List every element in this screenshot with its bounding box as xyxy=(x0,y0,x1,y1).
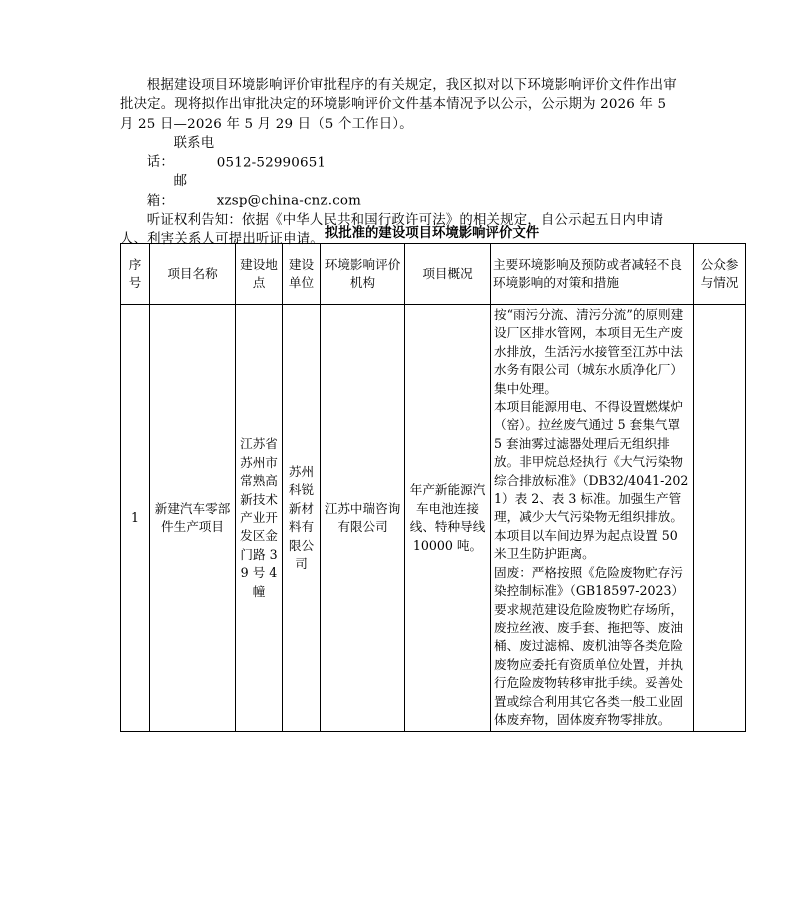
phone-line xyxy=(120,134,680,173)
header-name: 项目名称 xyxy=(150,244,236,305)
measure-distance: 本项目以车间边界为起点设置 50 米卫生防护距离。 xyxy=(494,527,678,562)
header-participation: 公众参与情况 xyxy=(694,244,746,305)
cell-name: 新建汽车零部件生产项目 xyxy=(150,305,236,732)
header-agency: 环境影响评价机构 xyxy=(321,244,405,305)
cell-agency: 江苏中瑞咨询有限公司 xyxy=(321,305,405,732)
phone-label: 联系电话： xyxy=(146,135,215,171)
phone-value: 0512-52990651 xyxy=(216,155,327,171)
header-measures: 主要环境影响及预防或者减轻不良环境影响的对策和措施 xyxy=(491,244,694,305)
email-value[interactable]: xzsp@china-cnz.com xyxy=(216,193,362,209)
cell-unit: 苏州科锐新材料有限公司 xyxy=(283,305,321,732)
measure-air: 本项目能源用电、不得设置燃煤炉（窑）。拉丝废气通过 5 套集气罩 5 套油雾过滤器处理后无组织排放。非甲烷总烃执行《大气污染物综合排放标准》（DB32/4041-2021）表 2、表 3 标准。加强生产管理，减少大气污染物无组织排放。 xyxy=(494,399,689,525)
header-overview: 项目概况 xyxy=(405,244,491,305)
cell-seq: 1 xyxy=(121,305,150,732)
eia-table xyxy=(120,243,746,732)
table-title: 拟批准的建设项目环境影响评价文件 xyxy=(324,225,540,241)
measure-solid-waste: 固废：严格按照《危险废物贮存污染控制标准》（GB18597-2023）要求规范建设危险废物贮存场所，废拉丝液、废手套、拖把等、废油桶、废过滤棉、废机油等各类危险废物应委托有资质单位处置，并执行危险废物转移审批手续。妥善处置或综合利用其它各类一般工业固体废弃物，固体废弃物零排放。 xyxy=(494,564,685,727)
table-header-row xyxy=(121,244,746,305)
email-line xyxy=(120,172,680,211)
cell-measures xyxy=(491,305,694,732)
cell-overview: 年产新能源汽车电池连接线、特种导线10000 吨。 xyxy=(405,305,491,732)
hearing-paragraph: 听证权利告知：依据《中华人民共和国行政许可法》的相关规定，自公示起五日内申请人、利害关系人可提出听证申请。 xyxy=(120,213,664,248)
email-label: 邮 箱： xyxy=(146,174,215,209)
measure-wastewater: 按“雨污分流、清污分流”的原则建设厂区排水管网，本项目无生产废水排放，生活污水接管至江苏中法水务有限公司（城东水质净化厂）集中处理。 xyxy=(494,307,684,396)
header-unit: 建设单位 xyxy=(283,244,321,305)
table-row xyxy=(121,305,746,732)
cell-location: 江苏省苏州市常熟高新技术产业开发区金门路 39 号 4 幢 xyxy=(236,305,283,732)
intro-paragraph: 根据建设项目环境影响评价审批程序的有关规定，我区拟对以下环境影响评价文件作出审批决定。现将拟作出审批决定的环境影响评价文件基本情况予以公示，公示期为 2026 年 5 月 25 日—2026 年 5 月 29 日（5 个工作日）。 xyxy=(120,78,677,132)
cell-participation xyxy=(694,305,746,732)
header-seq: 序号 xyxy=(121,244,150,305)
header-location: 建设地点 xyxy=(236,244,283,305)
